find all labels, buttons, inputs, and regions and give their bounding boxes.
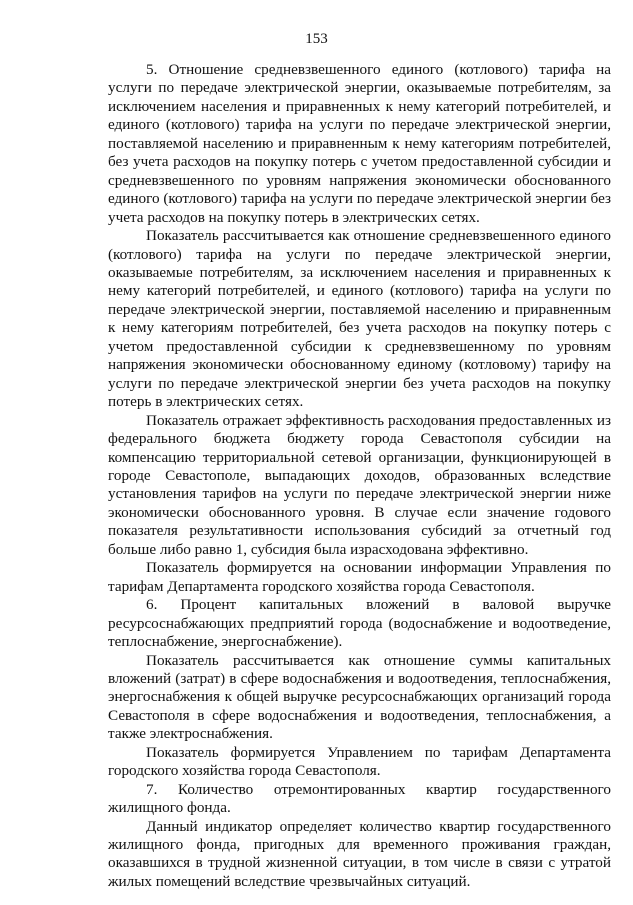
paragraph-indicator-6-title: 6. Процент капитальных вложений в валовой выручке ресурсоснабжающих предприятий города (водоснабжение и водоотведение, теплоснабжение, энергоснабжение). (108, 596, 611, 651)
paragraph-indicator-7-title: 7. Количество отремонтированных квартир государственного жилищного фонда. (108, 780, 611, 817)
paragraph-indicator-5-title: 5. Отношение средневзвешенного единого (котлового) тарифа на услуги по передаче электрической энергии, оказываемые потребителям, за исключением населения и приравненных к нему категорий потребителей, и единого (котлового) тарифа на услуги по передаче электрической энергии, поставляемой населению и приравненным к нему категориям потребителей, без учета расходов на покупку потерь с учетом предоставленной субсидии и средневзвешенного по уровням напряжения экономически обоснованного единого (котлового) тарифа на услуги по передаче электрической энергии без учета расходов на покупку потерь в электрических сетях. (108, 61, 611, 226)
paragraph-indicator-5-source: Показатель формируется на основании информации Управления по тарифам Департамента городского хозяйства города Севастополя. (108, 559, 611, 595)
page-number: 153 (305, 31, 328, 47)
paragraph-indicator-6-calculation: Показатель рассчитывается как отношение суммы капитальных вложений (затрат) в сфере водоснабжения и водоотведения, теплоснабжения, энергоснабжения к общей выручке ресурсоснабжающих организаций города Севастополя в сфере водоснабжения и водоотведения, теплоснабжения, а также электроснабжения. (108, 651, 611, 743)
document-body (108, 61, 611, 891)
paragraph-indicator-5-calculation: Показатель рассчитывается как отношение средневзвешенного единого (котлового) тарифа на услуги по передаче электрической энергии, оказываемые потребителям, за исключением населения и приравненных к нему категорий потребителей, и единого (котлового) тарифа на услуги по передаче электрической энергии, поставляемой населению и приравненным к нему категориям потребителей, без учета расходов на покупку потерь с учетом предоставленной субсидии к средневзвешенному по уровням напряжения экономически обоснованному единому (котловому) тарифу на услуги по передаче электрической энергии без учета расходов на покупку потерь в электрических сетях. (108, 227, 611, 411)
paragraph-indicator-7-meaning: Данный индикатор определяет количество квартир государственного жилищного фонда, пригодных для временного проживания граждан, оказавшихся в трудной жизненной ситуации, в том числе в связи с утратой жилых помещений вследствие чрезвычайных ситуаций. (108, 817, 611, 890)
paragraph-indicator-5-meaning: Показатель отражает эффективность расходования предоставленных из федерального бюджета бюджету города Севастополя субсидии на компенсацию территориальной сетевой организации, функционирующей в городе Севастополе, выпадающих доходов, образованных вследствие установления тарифов на услуги по передаче электрической энергии ниже экономически обоснованного уровня. В случае если значение годового показателя результативности использования субсидий за отчетный год больше либо равно 1, субсидия была израсходована эффективно. (108, 411, 611, 558)
paragraph-indicator-6-source: Показатель формируется Управлением по тарифам Департамента городского хозяйства города Севастополя. (108, 743, 611, 780)
